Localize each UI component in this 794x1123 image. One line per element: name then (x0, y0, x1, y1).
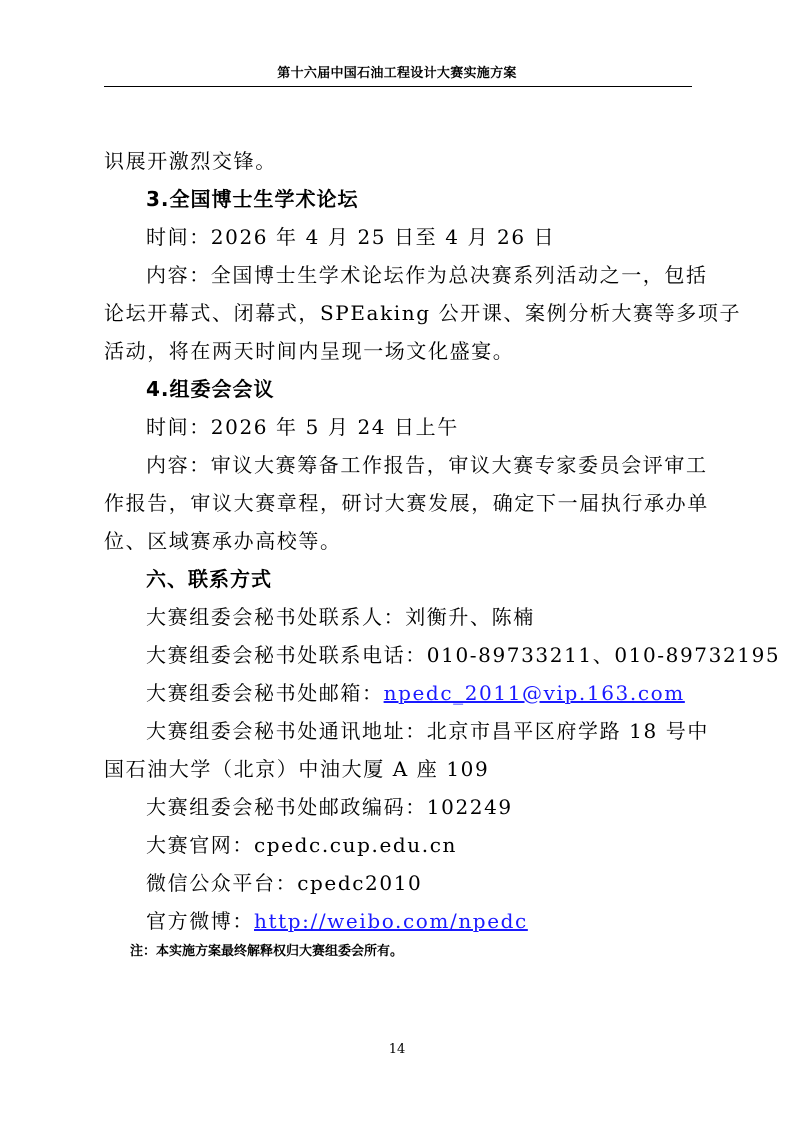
meeting-content-line-1: 内容：审议大赛筹备工作报告，审议大赛专家委员会评审工 (146, 453, 708, 477)
contact-phone: 大赛组委会秘书处联系电话：010-89733211、010-89732195 (146, 643, 781, 667)
contact-address-line-1: 大赛组委会秘书处通讯地址：北京市昌平区府学路 18 号中 (146, 719, 709, 743)
section-heading-forum: 3.全国博士生学术论坛 (146, 187, 359, 211)
meeting-content-line-3: 位、区域赛承办高校等。 (104, 529, 342, 553)
contact-weibo-label: 官方微博： (146, 909, 254, 933)
section-heading-contact: 六、联系方式 (146, 567, 272, 591)
weibo-link[interactable]: http://weibo.com/npedc (254, 909, 528, 933)
section-heading-committee-meeting: 4.组委会会议 (146, 377, 275, 401)
contact-email-row (104, 674, 704, 712)
paragraph-continuation: 识展开激烈交锋。 (104, 149, 277, 173)
contact-person: 大赛组委会秘书处联系人：刘衡升、陈楠 (146, 605, 535, 629)
email-link[interactable]: npedc_2011@vip.163.com (383, 681, 685, 705)
contact-weibo-row (104, 902, 704, 940)
forum-content-line-3: 活动，将在两天时间内呈现一场文化盛宴。 (104, 339, 515, 363)
contact-wechat: 微信公众平台：cpedc2010 (146, 871, 423, 895)
meeting-content-line-2: 作报告，审议大赛章程，研讨大赛发展，确定下一届执行承办单 (104, 491, 709, 515)
footnote: 注：本实施方案最终解释权归大赛组委会所有。 (130, 944, 404, 959)
forum-content-line-1: 内容：全国博士生学术论坛作为总决赛系列活动之一，包括 (146, 263, 708, 287)
document-body (104, 142, 781, 940)
contact-website: 大赛官网：cpedc.cup.edu.cn (146, 833, 458, 857)
meeting-time: 时间：2026 年 5 月 24 日上午 (146, 415, 459, 439)
contact-address-line-2: 国石油大学（北京）中油大厦 A 座 109 (104, 757, 490, 781)
contact-email-label: 大赛组委会秘书处邮箱： (146, 681, 384, 705)
header-divider (104, 86, 692, 87)
forum-time: 时间：2026 年 4 月 25 日至 4 月 26 日 (146, 225, 556, 249)
forum-content-line-2: 论坛开幕式、闭幕式，SPEaking 公开课、案例分析大赛等多项子 (104, 301, 742, 325)
page-number: 14 (388, 1042, 406, 1057)
page-header: 第十六届中国石油工程设计大赛实施方案 (277, 66, 517, 81)
contact-postcode: 大赛组委会秘书处邮政编码：102249 (146, 795, 513, 819)
